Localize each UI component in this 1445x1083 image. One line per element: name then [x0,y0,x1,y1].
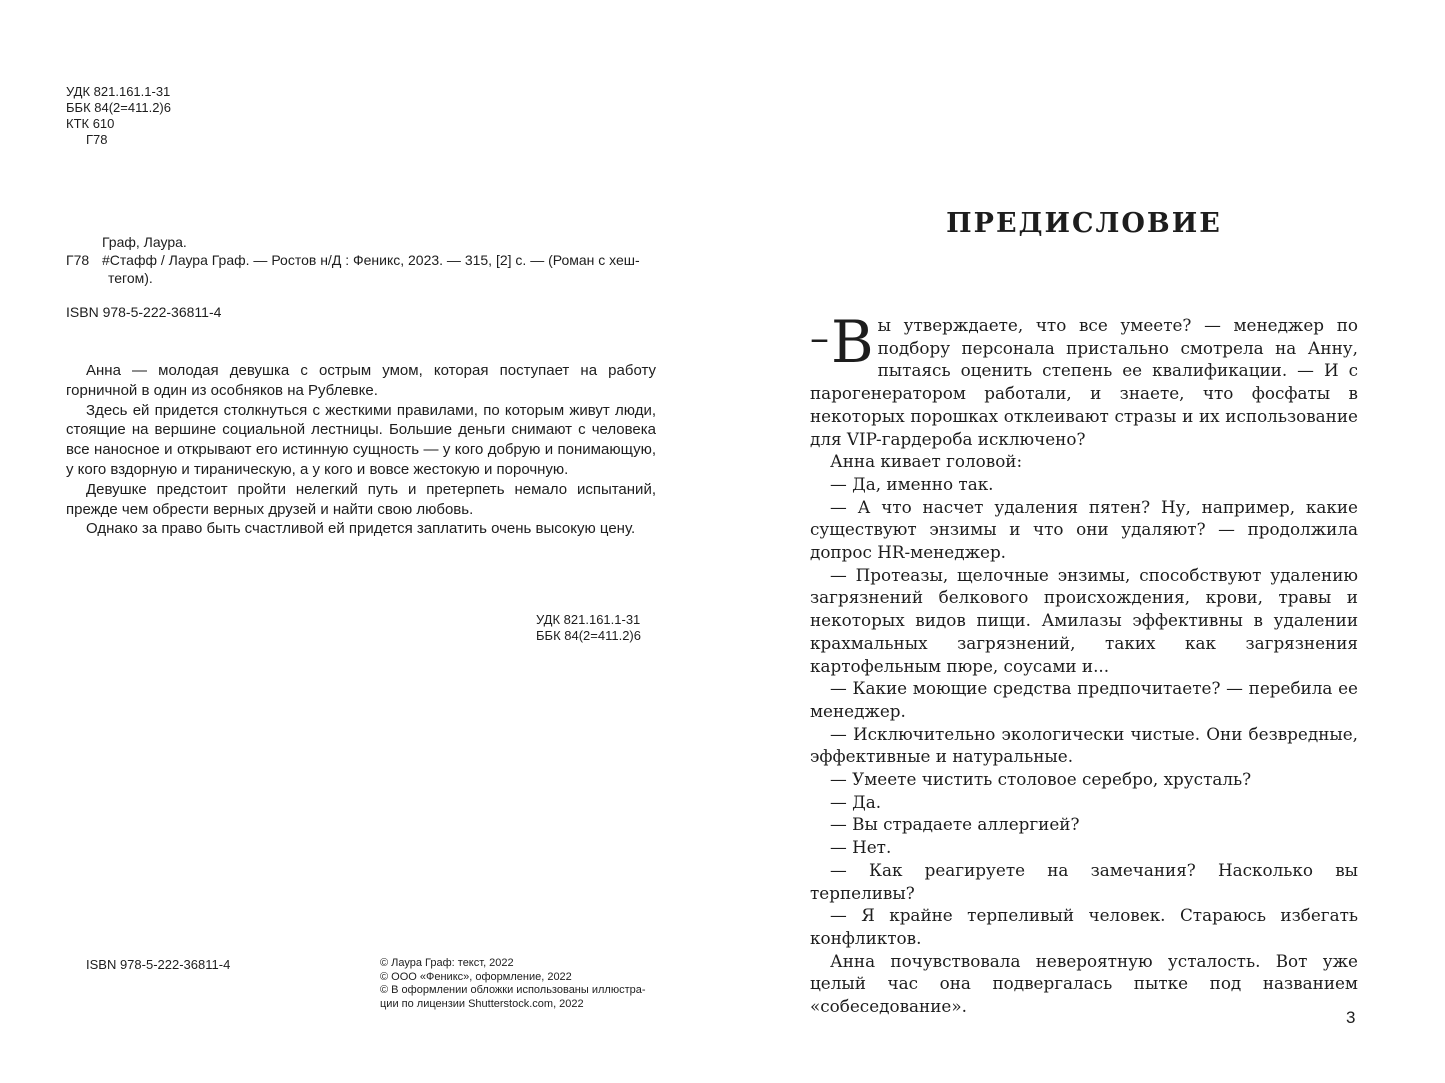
copyright-line: © ООО «Феникс», оформление, 2022 [380,970,572,983]
copyright-block [380,957,665,1011]
annotation-paragraph: Здесь ей придется столкнуться с жесткими правилами, по которым живут люди, стоящие на вершине социальной лестницы. Большие деньги снимают с человека все наносное и открывают его истинную сущность — у кого добрую и понимающую, у кого вздорную и тираническую, а у кого и вовсе жестокую и порочную. [66,401,656,478]
copyright-line: ции по лицензии Shutterstock.com, 2022 [380,997,584,1010]
biblio-description: #Стафф / Лаура Граф. — Ростов н/Д : Феникс, 2023. — 315, [2] с. — (Роман с хеш- [102,252,640,268]
bibliographic-record [66,233,656,287]
text-paragraph: — Я крайне терпеливый человек. Стараюсь избегать конфликтов. [810,905,1358,948]
biblio-author: Граф, Лаура. [102,234,187,250]
text-paragraph: Анна кивает головой: [830,451,1023,472]
copyright-line: © В оформлении обложки использованы иллюстра- [380,984,646,997]
udk-line: УДК 821.161.1-31 [66,84,171,99]
annotation-paragraph: Анна — молодая девушка с острым умом, которая поступает на работу горничной в один из особняков на Рублевке. [66,362,656,399]
ktk-line: КТК 610 [66,116,115,131]
text-paragraph: — Да. [830,791,882,812]
biblio-description-row [66,251,656,269]
text-paragraph: — Вы страдаете аллергией? [830,814,1080,835]
biblio-continuation: тегом). [108,270,153,286]
text-paragraph: — Как реагируете на замечания? Насколько вы терпеливы? [810,859,1358,903]
annotation-paragraph: Однако за право быть счастливой ей придется заплатить очень высокую цену. [86,520,636,538]
first-paragraph-text: ы утверждаете, что все умеете? — менеджер по подбору персонала пристально смотрела на Анну, пытаясь оценить степень ее квалификации. — И с парогенератором работали, и знаете, что фосфаты в некоторых порошках отклеивают стразы и их использование для VIP-гардероба исключено? [810,315,1358,449]
first-paragraph [810,308,1358,450]
text-paragraph: — Умеете чистить столовое серебро, хрусталь? [830,769,1252,790]
text-paragraph: — Да, именно так. [830,473,994,494]
udk-bottom-line: УДК 821.161.1-31 [536,612,641,627]
chapter-title: ПРЕДИСЛОВИЕ [946,208,1222,239]
text-paragraph: — А что насчет удаления пятен? Ну, например, какие существуют энзимы и что они удаляют? — продолжила допрос HR-менеджер. [810,496,1358,563]
udk-block [66,84,171,148]
udk-bottom [536,612,641,644]
biblio-code: Г78 [66,252,90,268]
author-sign-line: Г78 [86,132,108,147]
page-number: 3 [1346,1008,1356,1027]
isbn: ISBN 978-5-222-36811-4 [66,304,222,320]
text-paragraph: — Исключительно экологически чистые. Они безвредные, эффективные и натуральные. [810,723,1358,767]
copyright-line: © Лаура Граф: текст, 2022 [380,957,514,969]
dropcap-letter: В [831,308,874,376]
bbk-line: ББК 84(2=411.2)6 [66,100,171,115]
chapter-text [810,308,1358,1018]
isbn-bottom: ISBN 978-5-222-36811-4 [86,957,231,972]
dropcap-dash: – [810,316,829,360]
annotation-paragraph: Девушке предстоит пройти нелегкий путь и претерпеть немало испытаний, прежде чем обрести верных друзей и найти свою любовь. [66,480,656,518]
text-paragraph: — Нет. [830,837,892,858]
bbk-bottom-line: ББК 84(2=411.2)6 [536,628,641,643]
text-paragraph: Анна почувствовала невероятную усталость. Вот уже целый час она подвергалась пытке под названием «собеседование». [810,950,1358,1017]
text-paragraph: — Какие моющие средства предпочитаете? — перебила ее менеджер. [810,678,1358,721]
annotation [66,361,656,539]
text-paragraph: — Протеазы, щелочные энзимы, способствуют удалению загрязнений белкового происхождения, крови, травы и некоторых видов пищи. Амилазы эффективны в удалении крахмальных загрязнений, таких как загрязнения картофельным пюре, соусами и... [810,564,1358,676]
